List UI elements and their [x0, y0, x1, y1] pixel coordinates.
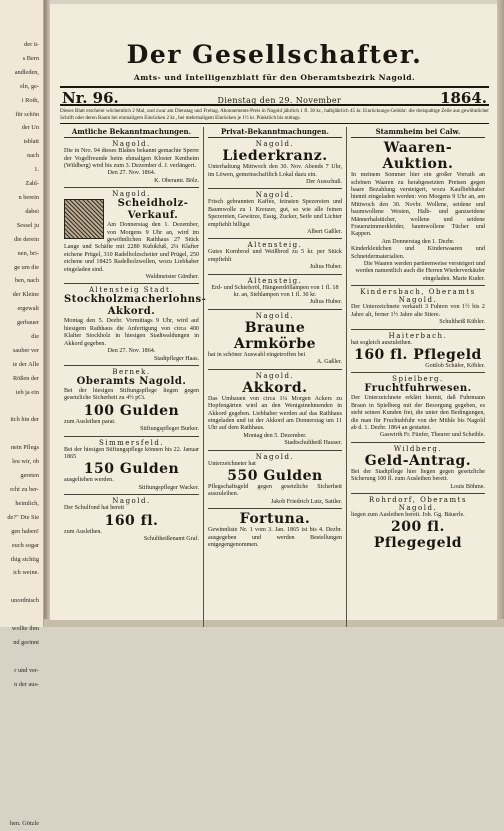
- notice-text: Unterzeichneter hat: [207, 460, 256, 467]
- notice-heading: Scheidholz-Verkauf.: [117, 198, 189, 222]
- notice-place: Nagold.: [255, 140, 295, 149]
- section-heading: Amtliche Bekanntmachungen.: [64, 127, 199, 138]
- left-page-line: die: [31, 333, 39, 341]
- notice-text: Die in Nro. 94 dieses Blattes bekannt gemachte Sperre der Vogelfreunde beim ehmaligen Kloster Kentheim (Wildberg) wird bis zum 3. Dezember d. J. verlängert.: [64, 148, 199, 169]
- notice-text: Das Umbauen von circa 1¼ Morgen Ackers zu Hopfengärten wird an den Wenigstnehmenden in Akkord gegeben. Liebhaber werden auf das Rathhaus eingeladen und ist der Akkord am Donnerstag um 11 Uhr auf dem Rathhaus.: [207, 395, 342, 432]
- notice-place: Haiterbach.: [388, 331, 448, 340]
- notice: [208, 191, 342, 236]
- notice-divider: [351, 442, 485, 443]
- left-page-line: ieb ja ein: [15, 388, 39, 396]
- left-page-line: [0, 719, 39, 733]
- notice-place: Altensteig.: [247, 241, 303, 250]
- newspaper-title: Der Gesellschafter.: [126, 40, 423, 69]
- notice: [64, 286, 207, 362]
- notice-signature: Stiftungspfleger Wacker.: [138, 484, 199, 491]
- left-page-line: [0, 733, 39, 747]
- left-page-line: euch sogar: [11, 541, 39, 549]
- notice-amount: 200 fl. Pflegegeld: [373, 519, 463, 552]
- left-page-line: die derein: [14, 235, 39, 243]
- column-official-notices: [60, 127, 207, 627]
- left-page-line: [0, 608, 39, 622]
- notice: [351, 140, 485, 283]
- notice-text: Gewinnliste Nr. 1 vom 3. Jan. 1865 ist bis 4. Dezbr. ausgegeben und werden Bestellungen entgegengenommen.: [207, 527, 342, 548]
- left-page-line: gereten: [20, 472, 39, 480]
- left-page-line: Rößen der: [12, 374, 39, 382]
- notice-text: hat in schöner Auswahl eingetroffen bei: [207, 351, 306, 358]
- notice-heading: Akkord.: [242, 379, 308, 396]
- notice-signature: Julius Huber.: [309, 299, 342, 306]
- notice-divider: [64, 283, 199, 284]
- notice-text: Bei der hiesigen Stiftungspflege liegen gegen gesetzliche Sicherheit zu 4½ pCt.: [64, 387, 199, 402]
- notice-text: Pflegschaftsgeld gegen gesetzliche Sicherheit auszuleihen.: [207, 483, 342, 498]
- notice-text: zum Ausleihen parat.: [64, 418, 116, 425]
- issue-number: Nr. 96.: [62, 89, 119, 107]
- left-page-line: dabei: [25, 207, 39, 215]
- notice-divider: [208, 309, 342, 310]
- notice-place: Nagold.: [255, 311, 295, 320]
- notice-amount: 160 fl. Pflegeld: [354, 346, 482, 363]
- notice-heading: Geld-Antrag.: [364, 452, 472, 469]
- issue-year: 1864.: [440, 89, 487, 107]
- left-page-line: hen. Götzle: [9, 819, 39, 827]
- notice-text: ausgeliehen werden.: [64, 477, 114, 484]
- left-page-line: leu wir, ob: [12, 458, 39, 466]
- left-page-line: nein Pflegs: [10, 444, 39, 452]
- notice: [351, 288, 485, 326]
- left-page-line: der Un: [21, 124, 39, 132]
- notice-text: Unterhaltung Mittwoch den 30. Nov. Abends 7 Uhr, im Löwen, gemeinschaftlich Lokal dazu ein.: [207, 164, 342, 178]
- column-private-notices: [203, 127, 346, 627]
- left-page-line: unordnisch: [11, 597, 39, 605]
- left-page-line: nach: [27, 152, 39, 160]
- notice: [208, 241, 342, 271]
- left-page-line: n berein: [18, 193, 39, 201]
- masthead: [60, 40, 489, 82]
- notice-divider: [64, 365, 199, 366]
- notice: [351, 496, 485, 551]
- notice-heading: Braune Armkörbe: [233, 319, 317, 352]
- columns: [60, 127, 489, 627]
- left-page-line: s Bern: [22, 54, 39, 62]
- notice-divider: [64, 494, 199, 495]
- left-page-line: heimlich,: [15, 499, 39, 507]
- left-page-line: gerbauer: [16, 319, 39, 327]
- notice-amount: 150 Gulden: [83, 461, 180, 478]
- notice: [351, 375, 485, 439]
- notice: [208, 140, 342, 186]
- notice-place: Nagold.: [112, 190, 151, 199]
- notice-signature: Schultheiß Kübler.: [439, 319, 485, 326]
- notice-divider: [208, 369, 342, 370]
- notice-text: Am Donnerstag den 1. Dezember, von Morgens 9 Uhr an, wird im gewöhnlichen Rathhaus 27 Stück Lange und Schäfte mit 2280 Kubikfuß, 2¼ Klafter eichene Prügel, 310 Radelholzscheiter und Prügel, 250 eichene und 18425 Radelholzwellen, wozu Liebhaber eingeladen sind.: [64, 222, 199, 273]
- cover-edge: [497, 0, 504, 627]
- notice: [64, 368, 199, 434]
- issue-line: [60, 86, 489, 106]
- notice-place: Altensteig.: [247, 276, 303, 285]
- notice-divider: [208, 508, 342, 509]
- left-page-line: sauber ver: [12, 346, 39, 354]
- notice-signature: Stadtschultheiß Hauser.: [284, 440, 342, 447]
- left-page-line: [0, 789, 39, 803]
- notice-signature: K. Oberamt. Bölz.: [154, 177, 199, 184]
- notice-text: liegen zum Ausleihen bereit. Joh. Gg. Bäuerle.: [350, 511, 465, 518]
- notice-date: Montag den 5. Dezember.: [243, 432, 307, 439]
- left-page-line: rcht zu ber-: [10, 486, 39, 493]
- notice-place: Altensteig Stadt.: [88, 286, 175, 295]
- left-page-line: nen, bri-: [17, 249, 39, 257]
- notice-amount: 100 Gulden: [83, 402, 180, 419]
- left-page-line: wollte ihm: [11, 625, 39, 633]
- section-heading: Stammheim bei Calw.: [351, 127, 485, 138]
- left-page-line: [0, 803, 39, 817]
- notice-divider: [64, 436, 199, 437]
- notice-heading: Stockholzmacherlohns-Akkord.: [64, 294, 207, 318]
- left-page-line: Sessel ju: [16, 221, 39, 229]
- subscription-notice: Dieses Blatt erscheint wöchentlich 2 Mal, und zwar am Dienstag und Freitag. Abonnements-Preis in Nagold jährlich 1 fl. 30 kr., halbjährlich 45 kr. Einrückungs-Gebühr: die dreispaltige Zeile aus gewöhnlicher Schrift oder deren Raum bei einmaligem Einrücken 2 kr., bei mehrmaligem Einrücken je 1½ kr. Pünktlich bis mittags.: [60, 108, 489, 124]
- notice: [208, 312, 342, 367]
- notice-date: Den 27. Nov. 1864.: [107, 348, 156, 355]
- notice: [64, 140, 199, 185]
- notice-divider: [351, 493, 485, 494]
- notice-divider: [208, 238, 342, 239]
- notice-place: Kindersbach, Oberamts Nagold.: [360, 288, 476, 305]
- notice-divider: [208, 450, 342, 451]
- notice-place: Wildberg.: [393, 444, 443, 453]
- notice-text: Der Unterzeichnete erklärt hiemit, daß Fuhrmann Braun in Spielberg mit der Besorgung gegeben, es steht seinen Kunden frei, die unter den Bedingungen, die man für Fruchtabfuhr von der Mühle bis Nagold ab d. 1. Dezbr. 1864 an gestattet.: [350, 395, 485, 431]
- woodcut-illustration-icon: [64, 199, 104, 239]
- notice-date: Am Donnerstag den 1. Dezbr.: [381, 238, 455, 245]
- notice: [64, 190, 199, 281]
- notice-signature: Die Waaren werden partieenweise versteigert und werden namentlich auch die Herren Wiederverkäufer eingeladen. Marie Kuder.: [355, 261, 485, 282]
- left-page-line: [0, 706, 39, 720]
- notice-place: Simmersfeld.: [98, 438, 165, 447]
- notice-signature: Gaswirth Fr. Fünfer, Theurer und Scheible.: [380, 432, 485, 439]
- notice-heading: Fortuna.: [239, 511, 311, 528]
- left-page-line: ie der Alle: [12, 360, 39, 368]
- notice-text: hat sogleich auszuleihen.: [350, 339, 413, 346]
- notice-place: Bernek.: [112, 367, 151, 376]
- notice-heading: Erd- und Schieferöl, Hängeerdöllampen von 1 fl. 18 kr. an, Stehlampen von 1 fl. 30 kr.: [211, 284, 339, 299]
- left-page-line: [0, 580, 39, 594]
- notice-place: Nagold.: [112, 497, 151, 506]
- notice: [64, 497, 199, 543]
- column-auctions: [346, 127, 489, 627]
- left-page-line: [0, 400, 39, 414]
- notice-heading: Oberamts Nagold.: [76, 375, 187, 387]
- notice-signature: Louis Böhme.: [450, 483, 485, 490]
- left-page-line: für schön: [15, 110, 39, 118]
- notice-divider: [351, 285, 485, 286]
- left-page-line: ge um die: [14, 263, 39, 271]
- notice-heading: Fruchtfuhrwesen.: [364, 383, 472, 395]
- notice-signature: Der Ausschuß.: [306, 179, 342, 185]
- notice-place: Nagold.: [255, 371, 295, 380]
- notice-divider: [351, 329, 485, 330]
- left-page-line: r und ver-: [14, 666, 39, 674]
- left-page-line: [0, 650, 39, 664]
- notice-divider: [208, 188, 342, 189]
- left-page-line: ich weine.: [13, 569, 39, 577]
- notice-signature: Jakob Friedrich Lutz, Sattler.: [271, 498, 342, 505]
- left-page-line: gen haben!: [11, 527, 39, 535]
- notice-text: Der Unterzeichnete verkauft 3 Fuhren von 1½ bis 2 Jahre alt, ferner 1½ Jahre alte Stiere.: [350, 304, 485, 318]
- notice-signature: Gottlob Schäfer, Köbler.: [425, 362, 485, 369]
- notice-signature: Schultheißenamt Graf.: [143, 535, 199, 542]
- notice: [351, 332, 485, 371]
- left-page-line: eln, ge-: [20, 82, 39, 90]
- notice-place: Nagold.: [255, 452, 295, 461]
- left-page-line: ergewalt: [17, 305, 39, 313]
- left-page-line: der Kleine: [12, 291, 39, 299]
- left-page-line: tsblatt: [23, 138, 39, 146]
- left-page-line: andleden,: [14, 68, 39, 76]
- left-page-line: n der aus-: [14, 680, 39, 688]
- notice-text: Bei der hiesigen Stiftungspflege können bis 22. Januar 1865: [64, 446, 199, 460]
- notice-signature: Stadtpfleger Haas.: [153, 355, 199, 362]
- left-page-text-fragments: [0, 0, 43, 831]
- section-heading: Privat-Bekanntmachungen.: [208, 127, 342, 138]
- left-page-line: ben, nach: [14, 277, 39, 285]
- notice-place: Nagold.: [112, 140, 151, 149]
- notice-date: Den 27. Nov. 1864.: [107, 170, 156, 177]
- notice-text: Montag den 5. Dezbr. Vormittags 9 Uhr, wird auf hiesigem Rathhaus die Anfertigung von circa 400 Klafter Stockholz in hiesigen Stadtwaldungen in Akkord gegeben.: [64, 318, 199, 347]
- notice: [64, 439, 199, 493]
- notice-divider: [351, 372, 485, 373]
- left-page-line: [0, 747, 39, 761]
- notice: [208, 277, 342, 307]
- notice-signature: A. Gaßler.: [316, 359, 342, 366]
- notice-signature: Waldmeister Günther.: [145, 274, 199, 281]
- newspaper-subtitle: Amts- und Intelligenzblatt für den Oberamtsbezirk Nagold.: [133, 73, 416, 82]
- notice-place: Rohrdorf, Oberamts Nagold.: [368, 495, 468, 512]
- left-page-line: [0, 775, 39, 789]
- left-page-line: [0, 427, 39, 441]
- notice-text: In meinem Sommer hier ein großer Vorrath an schönen Waaren zu herabgesetzten Preisen gegen baare Bezahlung versteigert, wozu Kaufliebhaber hiemit eingeladen werden: von Morgens 9 Uhr an, am Mittwoch den 30. Novbr. Wollene, seidene und baumwollene Westen, Halb- und ganzseidene Männerhalstücher, wollene und seidene Frauenzimmerkleider, baumwollene Tücher und Kappen.: [350, 172, 485, 238]
- notice-text: zum Ausleihen.: [64, 528, 102, 535]
- notice: [208, 511, 342, 549]
- notice-text: Kinderkleidchen und Kinderwaaren und Schneidermaterialien.: [350, 246, 485, 260]
- left-page-line: [0, 692, 39, 706]
- left-page-line: Zahl-: [25, 180, 39, 188]
- left-page-line: i Roth,: [21, 96, 39, 104]
- left-page-line: der ü-: [24, 41, 39, 48]
- notice-amount: 550 Gulden: [227, 467, 323, 484]
- notice-signature: Stiftungspfleger Burker.: [140, 426, 199, 433]
- newspaper-page: [50, 4, 497, 620]
- notice-text: Gutes Kornbrod und Weißbrod zu 5 kr. per Stück empfiehlt: [207, 249, 342, 263]
- left-page-line: nd gerinnt: [13, 638, 39, 646]
- notice-divider: [64, 187, 199, 188]
- notice-divider: [208, 274, 342, 275]
- left-facing-page: [0, 0, 44, 827]
- notice-place: Nagold.: [255, 191, 295, 200]
- left-page-line: iich hin der: [10, 416, 39, 424]
- issue-date: Dienstag den 29. November: [217, 96, 342, 105]
- left-page-line: thig sichtig: [10, 555, 39, 563]
- left-page-line: de?" Die Sie: [7, 513, 39, 521]
- notice-place: Spielberg.: [392, 375, 444, 384]
- notice-amount: 160 fl.: [104, 512, 159, 529]
- notice: [208, 453, 342, 507]
- notice-signature: Julius Huber.: [309, 264, 342, 271]
- notice-heading: Waaren-Auktion.: [382, 140, 454, 173]
- notice-text: Der Schulfond hat bereit: [64, 505, 125, 512]
- notice-text: Bei der Stadtpflege hier liegen gegen gesetzliche Sicherung 100 fl. zum Ausleihen bereit.: [350, 468, 485, 483]
- notice-signature: Albert Gaßler.: [307, 229, 342, 236]
- notice-heading: Liederkranz.: [222, 148, 328, 165]
- notice-text: Frisch gebrannten Kaffee, feinsten Spezereien und Baumwolle zu 1 Kreuzer, gut, so wie alle feinen Spezereien, Gewürze, Essig, Zucker, Seife und Lichter empfiehlt billigst: [207, 199, 342, 228]
- notice: [208, 372, 342, 448]
- left-page-line: [0, 761, 39, 775]
- notice: [351, 445, 485, 491]
- left-page-line: 1.: [34, 166, 39, 174]
